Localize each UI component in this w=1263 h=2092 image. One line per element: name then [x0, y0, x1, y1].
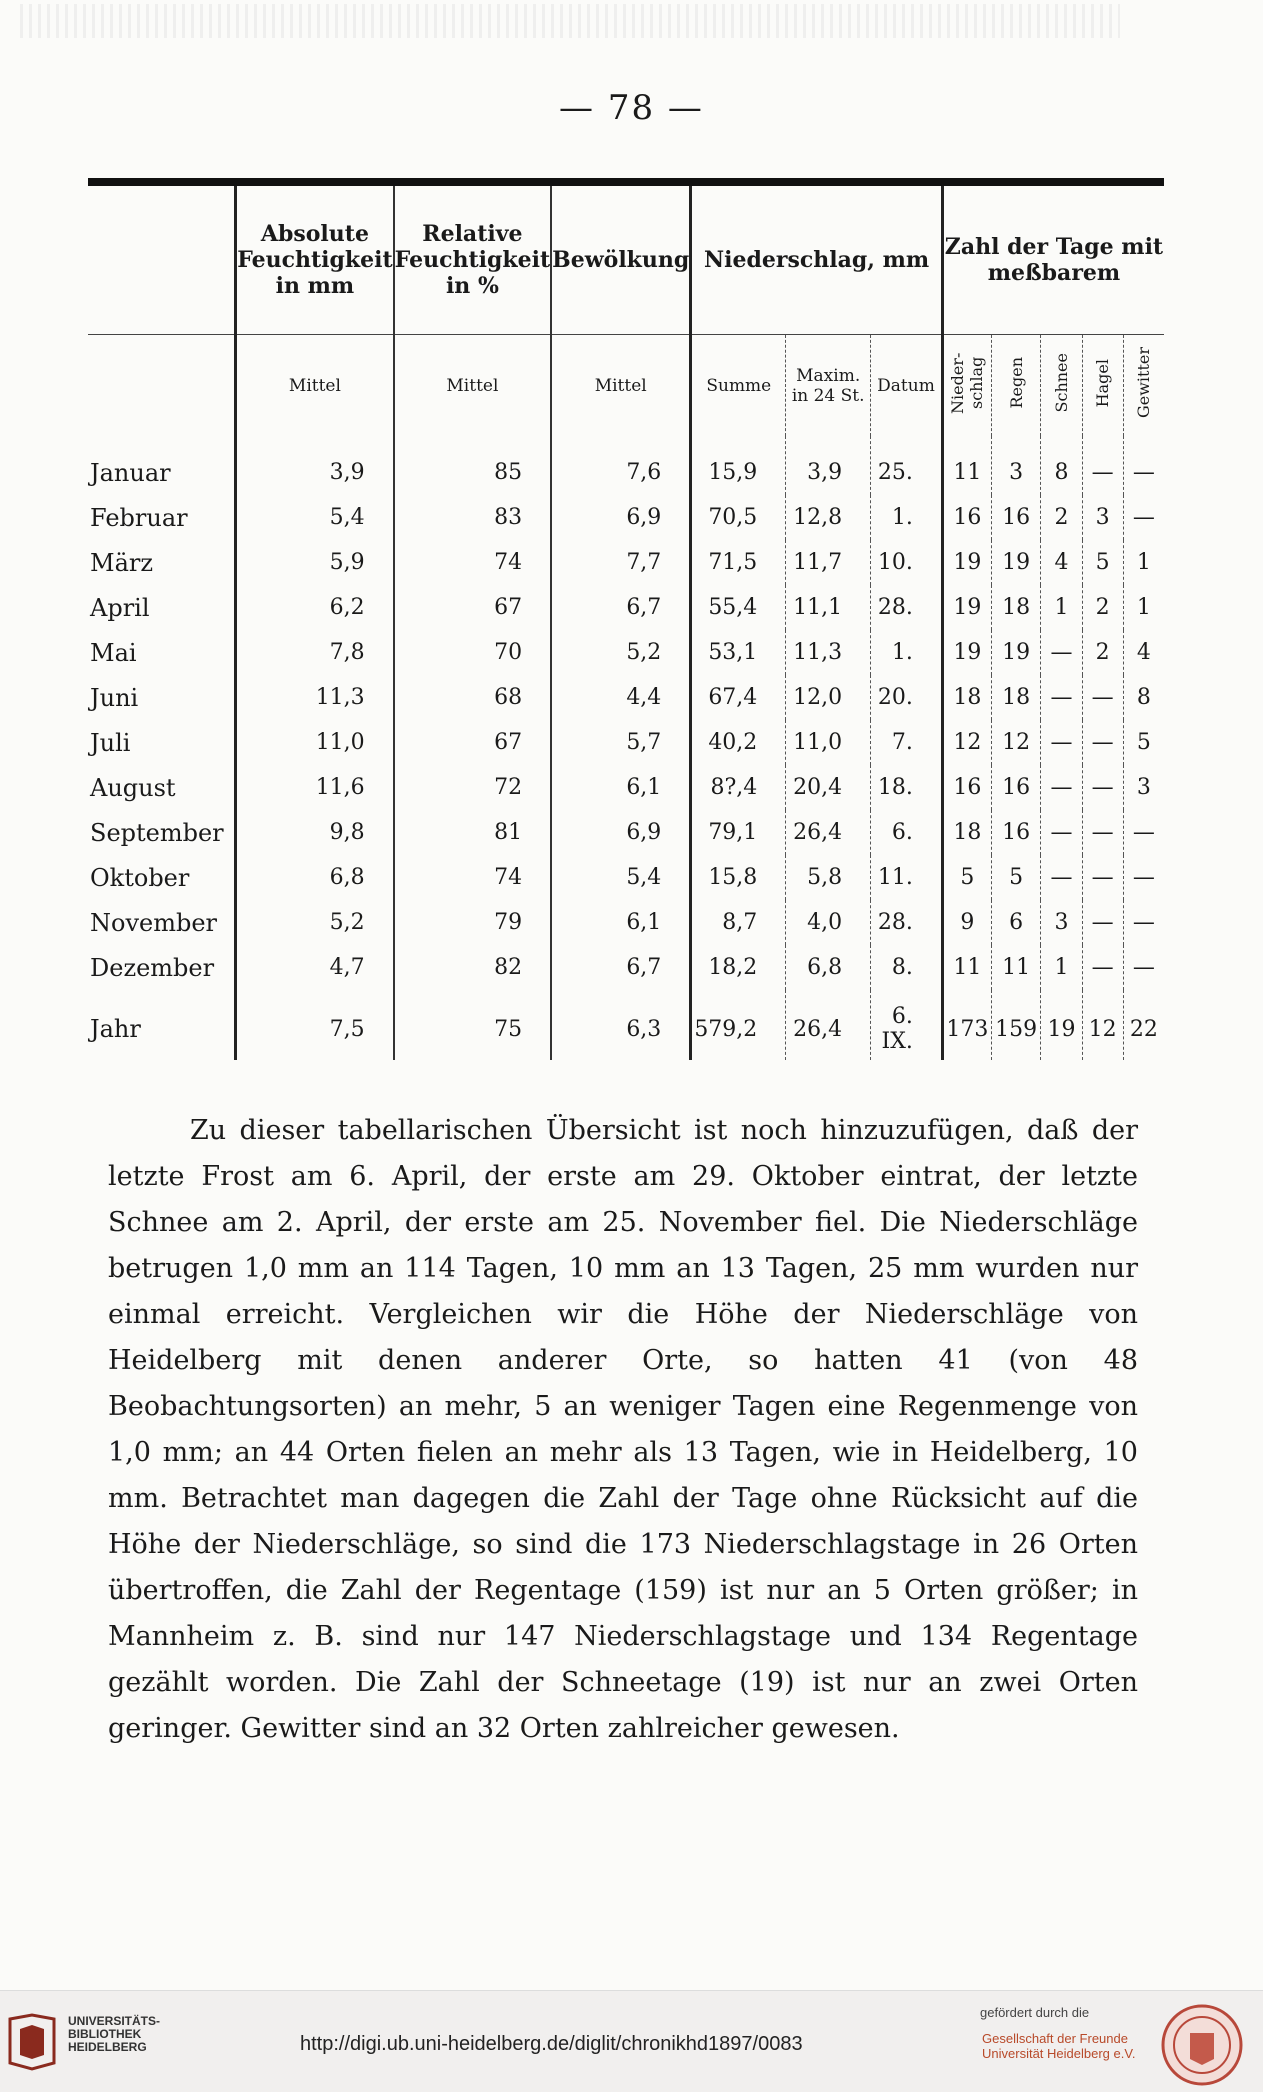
- abs-humidity-cell: 5,9: [236, 540, 394, 585]
- precip-sum-cell: 79,1: [691, 810, 786, 855]
- header-rel-humidity: Relative Feuchtigkeit in %: [394, 182, 551, 335]
- table-row: [88, 585, 1164, 630]
- table-row: [88, 675, 1164, 720]
- table-total-row: [88, 990, 1164, 1060]
- cloud-cell: 6,9: [551, 810, 691, 855]
- precip-max-cell: 3,9: [786, 436, 871, 495]
- sub-hagel: Hagel: [1093, 358, 1113, 408]
- days-snow-cell: —: [1041, 765, 1082, 810]
- precip-sum-cell: 53,1: [691, 630, 786, 675]
- cloud-cell: 6,7: [551, 585, 691, 630]
- header-abs-humidity: Absolute Feuchtigkeit in mm: [236, 182, 394, 335]
- source-link[interactable]: http://digi.ub.uni-heidelberg.de/diglit/chronikhd1897/0083: [300, 2033, 803, 2055]
- days-storm-cell: 5: [1123, 720, 1164, 765]
- precip-date-cell: 11.: [871, 855, 943, 900]
- days-hail-cell: 3: [1082, 495, 1123, 540]
- days-storm-cell: 3: [1123, 765, 1164, 810]
- days-storm-cell: —: [1123, 810, 1164, 855]
- days-rain-cell: 6: [991, 900, 1041, 945]
- rel-humidity-cell: 81: [394, 810, 551, 855]
- precip-max-cell: 12,8: [786, 495, 871, 540]
- precip-sum-cell: 18,2: [691, 945, 786, 990]
- month-name: Februar: [90, 503, 188, 532]
- days-precip-cell: 18: [942, 810, 991, 855]
- days-snow-cell: —: [1041, 720, 1082, 765]
- days-hail-cell: —: [1082, 945, 1123, 990]
- table-row: [88, 945, 1164, 990]
- days-precip-cell: 173: [942, 990, 991, 1060]
- month-name: November: [90, 908, 218, 937]
- page-number: — 78 —: [559, 88, 704, 128]
- days-precip-cell: 19: [942, 630, 991, 675]
- sub-mittel-1: Mittel: [236, 335, 394, 437]
- rel-humidity-cell: 68: [394, 675, 551, 720]
- abs-humidity-cell: 4,7: [236, 945, 394, 990]
- days-rain-cell: 16: [991, 810, 1041, 855]
- days-storm-cell: —: [1123, 855, 1164, 900]
- abs-humidity-cell: 5,2: [236, 900, 394, 945]
- precip-date-cell: 10.: [871, 540, 943, 585]
- precip-date-cell: 20.: [871, 675, 943, 720]
- days-storm-cell: —: [1123, 495, 1164, 540]
- cloud-cell: 6,7: [551, 945, 691, 990]
- days-rain-cell: 19: [991, 540, 1041, 585]
- days-snow-cell: —: [1041, 675, 1082, 720]
- table-row: [88, 495, 1164, 540]
- abs-humidity-cell: 5,4: [236, 495, 394, 540]
- precip-max-cell: 6,8: [786, 945, 871, 990]
- sub-datum: Datum: [871, 335, 943, 437]
- abs-humidity-cell: 11,6: [236, 765, 394, 810]
- days-precip-cell: 5: [942, 855, 991, 900]
- days-snow-cell: 8: [1041, 436, 1082, 495]
- days-snow-cell: 3: [1041, 900, 1082, 945]
- month-name: August: [90, 773, 176, 802]
- library-name: UNIVERSITÄTS- BIBLIOTHEK HEIDELBERG: [68, 2014, 161, 2054]
- days-storm-cell: 1: [1123, 585, 1164, 630]
- precip-max-cell: 11,1: [786, 585, 871, 630]
- rel-humidity-cell: 85: [394, 436, 551, 495]
- days-precip-cell: 19: [942, 540, 991, 585]
- precip-max-cell: 11,3: [786, 630, 871, 675]
- footer-bar: [0, 1990, 1263, 2092]
- rel-humidity-cell: 74: [394, 855, 551, 900]
- rel-humidity-cell: 79: [394, 900, 551, 945]
- rel-humidity-cell: 72: [394, 765, 551, 810]
- header-precip: Niederschlag, mm: [691, 182, 943, 335]
- days-storm-cell: 22: [1123, 990, 1164, 1060]
- table-row: [88, 720, 1164, 765]
- cloud-cell: 6,1: [551, 900, 691, 945]
- days-snow-cell: 1: [1041, 945, 1082, 990]
- rel-humidity-cell: 75: [394, 990, 551, 1060]
- month-name: Januar: [90, 458, 171, 487]
- days-snow-cell: —: [1041, 630, 1082, 675]
- abs-humidity-cell: 7,5: [236, 990, 394, 1060]
- precip-sum-cell: 67,4: [691, 675, 786, 720]
- precip-sum-cell: 55,4: [691, 585, 786, 630]
- days-precip-cell: 11: [942, 945, 991, 990]
- sub-gewitter: Gewitter: [1134, 347, 1154, 419]
- table-row: [88, 436, 1164, 495]
- days-hail-cell: —: [1082, 765, 1123, 810]
- cloud-cell: 5,7: [551, 720, 691, 765]
- precip-sum-cell: 70,5: [691, 495, 786, 540]
- days-precip-cell: 19: [942, 585, 991, 630]
- days-precip-cell: 18: [942, 675, 991, 720]
- precip-sum-cell: 579,2: [691, 990, 786, 1060]
- month-name: Dezember: [90, 953, 215, 982]
- precip-max-cell: 26,4: [786, 990, 871, 1060]
- month-name: Oktober: [90, 863, 190, 892]
- table-row: [88, 630, 1164, 675]
- days-rain-cell: 5: [991, 855, 1041, 900]
- abs-humidity-cell: 6,8: [236, 855, 394, 900]
- days-snow-cell: 19: [1041, 990, 1082, 1060]
- rel-humidity-cell: 70: [394, 630, 551, 675]
- abs-humidity-cell: 7,8: [236, 630, 394, 675]
- abs-humidity-cell: 6,2: [236, 585, 394, 630]
- precip-date-cell: 8.: [871, 945, 943, 990]
- days-rain-cell: 16: [991, 495, 1041, 540]
- precip-sum-cell: 8?,4: [691, 765, 786, 810]
- precip-date-cell: 6.: [871, 810, 943, 855]
- table-body: [88, 436, 1164, 1060]
- cloud-cell: 5,2: [551, 630, 691, 675]
- precip-sum-cell: 40,2: [691, 720, 786, 765]
- days-rain-cell: 3: [991, 436, 1041, 495]
- sub-mittel-2: Mittel: [394, 335, 551, 437]
- sub-maxim: Maxim. in 24 St.: [786, 335, 871, 437]
- days-storm-cell: 4: [1123, 630, 1164, 675]
- funded-by-text: gefördert durch die: [980, 2005, 1090, 2020]
- days-precip-cell: 16: [942, 765, 991, 810]
- days-rain-cell: 11: [991, 945, 1041, 990]
- days-hail-cell: —: [1082, 900, 1123, 945]
- cloud-cell: 7,7: [551, 540, 691, 585]
- precip-date-cell: 18.: [871, 765, 943, 810]
- abs-humidity-cell: 3,9: [236, 436, 394, 495]
- days-rain-cell: 18: [991, 585, 1041, 630]
- precip-max-cell: 11,0: [786, 720, 871, 765]
- days-hail-cell: —: [1082, 855, 1123, 900]
- days-storm-cell: —: [1123, 945, 1164, 990]
- body-paragraph: Zu dieser tabellarischen Übersicht ist noch hinzuzufügen, daß der letzte Frost am 6. April, der erste am 29. Oktober eintrat, der letzte Schnee am 2. April, der erste am 25. November fiel. Die Niederschläge betrugen 1,0 mm an 114 Tagen, 10 mm an 13 Tagen, 25 mm wurden nur einmal erreicht. Vergleichen wir die Höhe der Niederschläge von Heidelberg mit denen anderer Orte, so hatten 41 (von 48 Beobachtungsorten) an mehr, 5 an weniger Tagen eine Regenmenge von 1,0 mm; an 44 Orten fielen an mehr als 13 Tagen, wie in Heidelberg, 10 mm. Betrachtet man dagegen die Zahl der Tage ohne Rücksicht auf die Höhe der Niederschläge, so sind die 173 Niederschlagstage in 26 Orten übertroffen, die Zahl der Regentage (159) ist nur an 5 Orten größer; in Mannheim z. B. sind nur 147 Niederschlagstage und 134 Regentage gezählt worden. Die Zahl der Schneetage (19) ist nur an zwei Orten geringer. Gewitter sind an 32 Orten zahlreicher gewesen.: [108, 1115, 1138, 1744]
- precip-max-cell: 26,4: [786, 810, 871, 855]
- precip-date-cell: 1.: [871, 630, 943, 675]
- abs-humidity-cell: 9,8: [236, 810, 394, 855]
- rel-humidity-cell: 83: [394, 495, 551, 540]
- days-precip-cell: 16: [942, 495, 991, 540]
- days-hail-cell: 2: [1082, 585, 1123, 630]
- days-storm-cell: —: [1123, 436, 1164, 495]
- rel-humidity-cell: 74: [394, 540, 551, 585]
- precip-date-cell: 6. IX.: [871, 990, 943, 1060]
- precip-sum-cell: 15,9: [691, 436, 786, 495]
- days-precip-cell: 12: [942, 720, 991, 765]
- days-rain-cell: 18: [991, 675, 1041, 720]
- days-precip-cell: 9: [942, 900, 991, 945]
- header-cloud: Bewölkung: [551, 182, 691, 335]
- days-precip-cell: 11: [942, 436, 991, 495]
- precip-date-cell: 1.: [871, 495, 943, 540]
- days-hail-cell: 5: [1082, 540, 1123, 585]
- days-hail-cell: 2: [1082, 630, 1123, 675]
- sub-summe: Summe: [691, 335, 786, 437]
- days-snow-cell: —: [1041, 855, 1082, 900]
- days-snow-cell: 2: [1041, 495, 1082, 540]
- month-name: Juli: [90, 728, 131, 757]
- header-days: Zahl der Tage mit meßbarem: [942, 182, 1164, 335]
- days-rain-cell: 16: [991, 765, 1041, 810]
- precip-date-cell: 28.: [871, 900, 943, 945]
- cloud-cell: 5,4: [551, 855, 691, 900]
- precip-max-cell: 4,0: [786, 900, 871, 945]
- days-hail-cell: —: [1082, 675, 1123, 720]
- sub-schnee: Schnee: [1051, 353, 1071, 413]
- sub-niederschlag: Nieder- schlag: [948, 352, 987, 414]
- precip-date-cell: 7.: [871, 720, 943, 765]
- climate-table: [88, 178, 1164, 1060]
- cloud-cell: 6,3: [551, 990, 691, 1060]
- days-hail-cell: 12: [1082, 990, 1123, 1060]
- university-seal-icon: [1160, 2003, 1244, 2087]
- days-snow-cell: 4: [1041, 540, 1082, 585]
- month-name: Mai: [90, 638, 137, 667]
- society-name: Gesellschaft der Freunde Universität Heidelberg e.V.: [982, 2031, 1136, 2061]
- rel-humidity-cell: 82: [394, 945, 551, 990]
- abs-humidity-cell: 11,3: [236, 675, 394, 720]
- table-row: [88, 900, 1164, 945]
- month-name: September: [90, 818, 224, 847]
- cloud-cell: 7,6: [551, 436, 691, 495]
- days-storm-cell: 1: [1123, 540, 1164, 585]
- precip-max-cell: 12,0: [786, 675, 871, 720]
- month-name: April: [90, 593, 150, 622]
- table-row: [88, 540, 1164, 585]
- rel-humidity-cell: 67: [394, 720, 551, 765]
- days-storm-cell: 8: [1123, 675, 1164, 720]
- days-hail-cell: —: [1082, 720, 1123, 765]
- rel-humidity-cell: 67: [394, 585, 551, 630]
- table-row: [88, 765, 1164, 810]
- abs-humidity-cell: 11,0: [236, 720, 394, 765]
- days-rain-cell: 19: [991, 630, 1041, 675]
- days-snow-cell: 1: [1041, 585, 1082, 630]
- cloud-cell: 6,9: [551, 495, 691, 540]
- days-rain-cell: 12: [991, 720, 1041, 765]
- days-rain-cell: 159: [991, 990, 1041, 1060]
- month-name: März: [90, 548, 153, 577]
- sub-mittel-3: Mittel: [551, 335, 691, 437]
- month-name: Juni: [90, 683, 139, 712]
- precip-max-cell: 11,7: [786, 540, 871, 585]
- days-hail-cell: —: [1082, 810, 1123, 855]
- days-hail-cell: —: [1082, 436, 1123, 495]
- month-name: Jahr: [90, 1015, 141, 1043]
- precip-max-cell: 20,4: [786, 765, 871, 810]
- precip-sum-cell: 15,8: [691, 855, 786, 900]
- cloud-cell: 4,4: [551, 675, 691, 720]
- precip-date-cell: 25.: [871, 436, 943, 495]
- precip-sum-cell: 71,5: [691, 540, 786, 585]
- precip-sum-cell: 8,7: [691, 900, 786, 945]
- scan-artifact: [20, 4, 1120, 38]
- precip-max-cell: 5,8: [786, 855, 871, 900]
- days-storm-cell: —: [1123, 900, 1164, 945]
- sub-regen: Regen: [1006, 357, 1026, 409]
- days-snow-cell: —: [1041, 810, 1082, 855]
- university-library-logo-icon: [6, 2013, 58, 2071]
- cloud-cell: 6,1: [551, 765, 691, 810]
- table-row: [88, 855, 1164, 900]
- precip-date-cell: 28.: [871, 585, 943, 630]
- table-row: [88, 810, 1164, 855]
